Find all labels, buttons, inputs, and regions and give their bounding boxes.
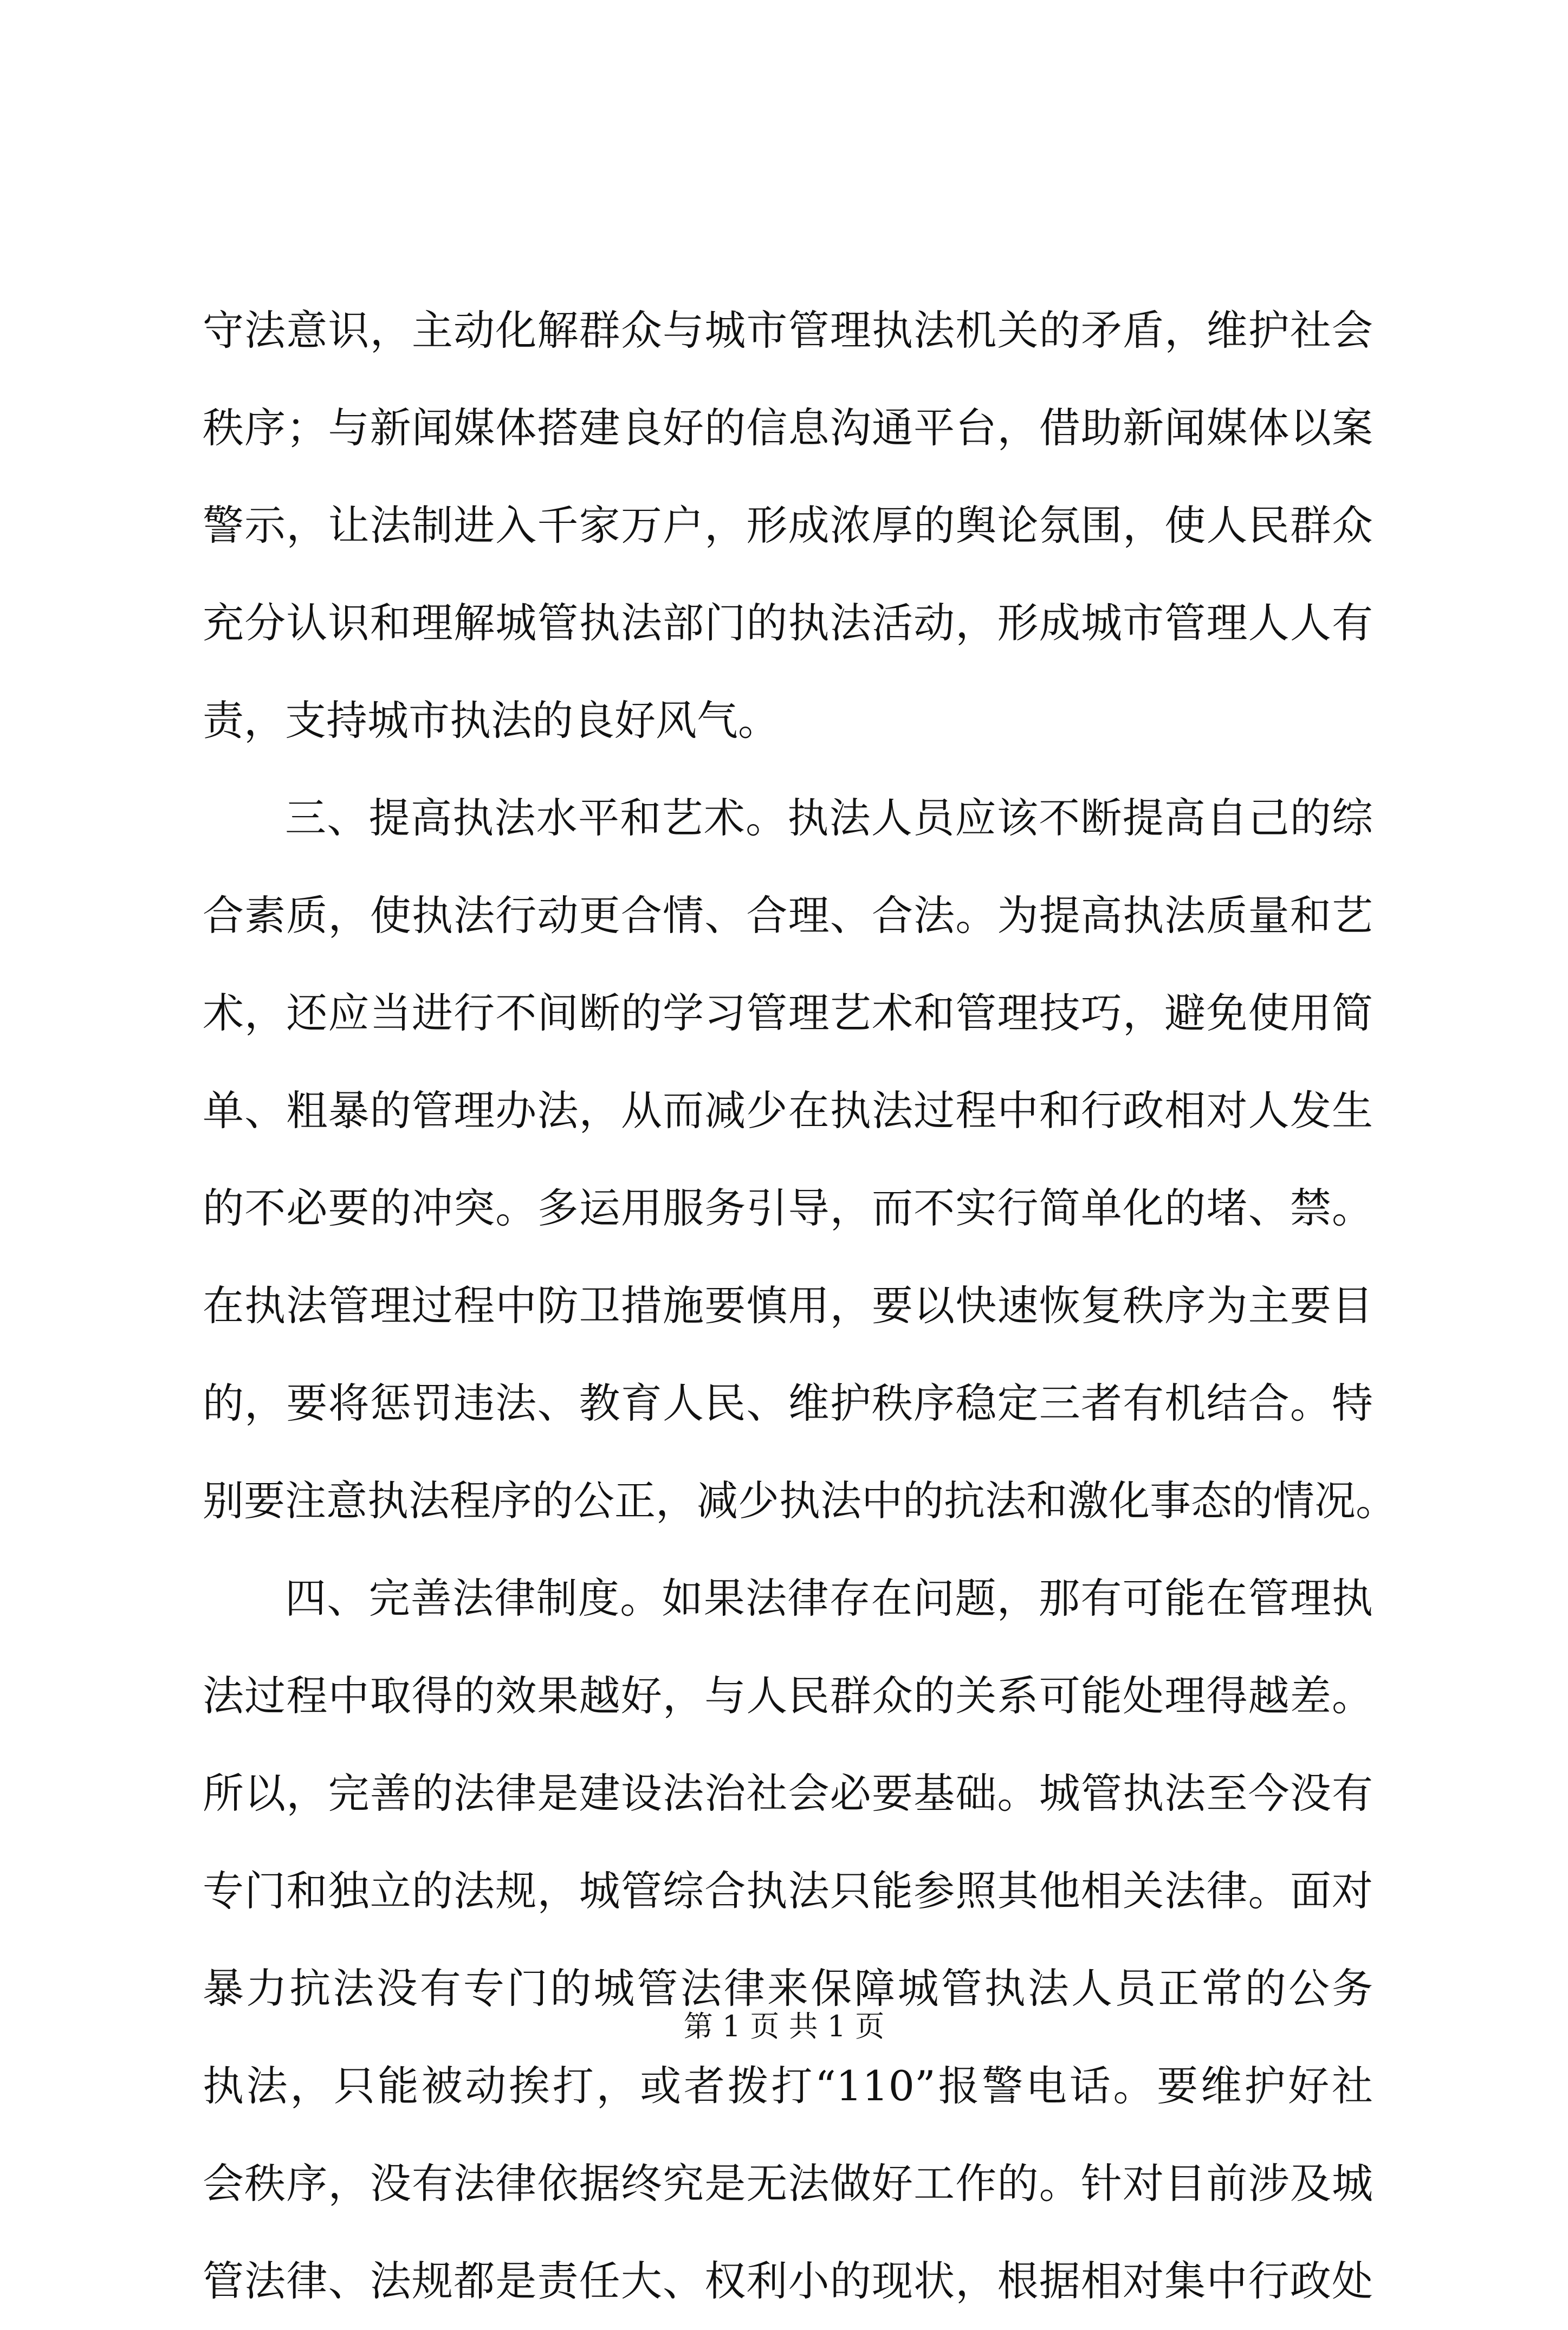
text-line: 会秩序，没有法律依据终究是无法做好工作的。针对目前涉及城 bbox=[203, 2159, 1373, 2208]
text-line: 充分认识和理解城管执法部门的执法活动，形成城市管理人人有 bbox=[203, 599, 1373, 647]
text-line: 在执法管理过程中防卫措施要慎用，要以快速恢复秩序为主要目 bbox=[203, 1282, 1373, 1330]
text-line: 法过程中取得的效果越好，与人民群众的关系可能处理得越差。 bbox=[203, 1672, 1373, 1720]
text-line: 责，支持城市执法的良好风气。 bbox=[203, 696, 779, 745]
page-footer bbox=[0, 2005, 1568, 2048]
text-line: 专门和独立的法规，城管综合执法只能参照其他相关法律。面对 bbox=[203, 1867, 1373, 1915]
text-line: 的，要将惩罚违法、教育人民、维护秩序稳定三者有机结合。特 bbox=[203, 1379, 1373, 1427]
text-line: 守法意识，主动化解群众与城市管理执法机关的矛盾，维护社会 bbox=[203, 306, 1373, 354]
text-line: 术，还应当进行不间断的学习管理艺术和管理技巧，避免使用简 bbox=[203, 989, 1373, 1037]
text-line: 的不必要的冲突。多运用服务引导，而不实行简单化的堵、禁。 bbox=[203, 1184, 1373, 1232]
paragraph-2 bbox=[203, 769, 1397, 1550]
text-line: 所以，完善的法律是建设法治社会必要基础。城管执法至今没有 bbox=[203, 1769, 1373, 1817]
text-line: 管法律、法规都是责任大、权利小的现状，根据相对集中行政处 bbox=[203, 2257, 1373, 2305]
text-line: 单、粗暴的管理办法，从而减少在执法过程中和行政相对人发生 bbox=[203, 1086, 1373, 1135]
text-line: 执法，只能被动挨打，或者拨打“110”报警电话。要维护好社 bbox=[203, 2062, 1373, 2110]
text-line: 秩序；与新闻媒体搭建良好的信息沟通平台，借助新闻媒体以案 bbox=[203, 404, 1373, 452]
text-line: 别要注意执法程序的公正，减少执法中的抗法和激化事态的情况。 bbox=[203, 1477, 1397, 1525]
text-line: 三、提高执法水平和艺术。执法人员应该不断提高自己的综 bbox=[285, 794, 1373, 842]
text-line: 四、完善法律制度。如果法律存在问题，那有可能在管理执 bbox=[285, 1574, 1373, 1622]
paragraph-3 bbox=[203, 1550, 1373, 2330]
text-line: 暴力抗法没有专门的城管法律来保障城管执法人员正常的公务 bbox=[203, 1964, 1373, 2012]
text-line: 合素质，使执法行动更合情、合理、合法。为提高执法质量和艺 bbox=[203, 891, 1373, 940]
text-line: 警示，让法制进入千家万户，形成浓厚的舆论氛围，使人民群众 bbox=[203, 501, 1373, 549]
paragraph-1 bbox=[203, 282, 1373, 769]
page-number-label: 第 1 页 共 1 页 bbox=[683, 2009, 885, 2043]
